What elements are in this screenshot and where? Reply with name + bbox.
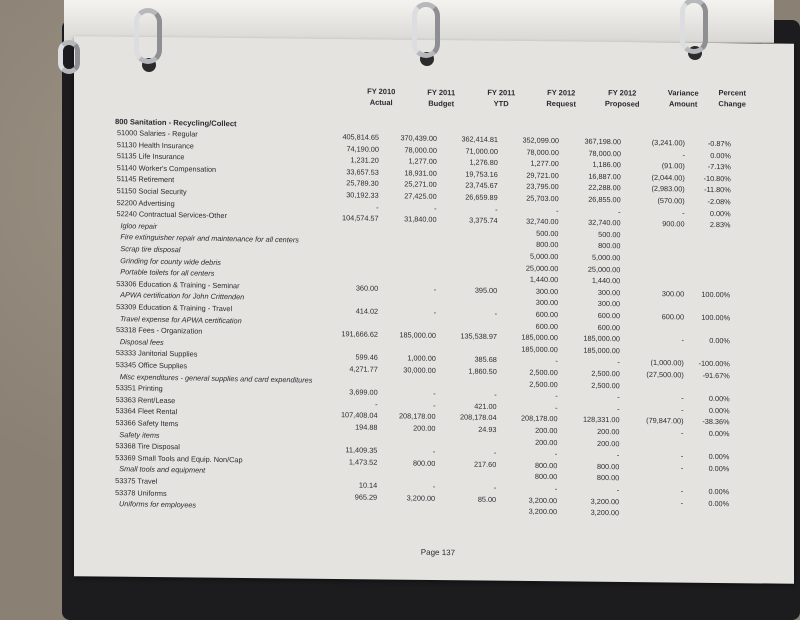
cell-request: 800.00 <box>534 472 558 482</box>
col-header-variance: Variance Amount <box>667 88 699 109</box>
cell-percent: 0.00% <box>708 463 730 474</box>
cell-ytd: 1,860.50 <box>468 366 497 377</box>
cell-variance: - <box>680 451 684 461</box>
account-label: 53375 Travel <box>115 476 158 486</box>
account-label: 52200 Advertising <box>116 197 175 208</box>
cell-fy2010: 1,473.52 <box>348 457 378 467</box>
cell-proposed: 800.00 <box>596 473 620 483</box>
cell-ytd: - <box>493 448 497 458</box>
cell-budget: 185,000.00 <box>399 330 436 341</box>
cell-variance: 300.00 <box>661 288 685 299</box>
cell-percent: 0.00% <box>708 405 730 416</box>
cell-request: 2,500.00 <box>529 367 558 378</box>
cell-fy2010: 104,574.57 <box>342 213 379 224</box>
account-label: 53363 Rent/Lease <box>115 394 176 405</box>
cell-request: 2,500.00 <box>529 379 558 389</box>
cell-request: 500.00 <box>536 228 559 238</box>
cell-ytd: 71,000.00 <box>465 146 498 156</box>
cell-variance: (2,983.00) <box>651 184 685 194</box>
account-label: 53378 Uniforms <box>115 487 167 498</box>
cell-proposed: 78,000.00 <box>588 148 621 158</box>
cell-ytd: 3,375.74 <box>469 215 498 226</box>
cell-proposed: 32,740.00 <box>588 217 621 228</box>
cell-budget: - <box>433 307 437 317</box>
cell-budget: 208,178.00 <box>398 411 436 422</box>
cell-ytd: 26,659.89 <box>465 192 498 203</box>
cell-fy2010: 191,666.62 <box>341 329 378 340</box>
binder-ring-middle <box>412 2 440 58</box>
cell-budget: 1,277.00 <box>408 156 437 167</box>
cell-request: 5,000.00 <box>529 251 559 262</box>
account-label: 51150 Social Security <box>116 186 187 197</box>
cell-request: 25,703.00 <box>526 193 559 204</box>
account-label: 51135 Life Insurance <box>116 151 185 162</box>
cell-percent: 0.00% <box>708 498 730 508</box>
account-label: 51140 Worker's Compensation <box>116 162 217 174</box>
cell-fy2010: 30,192.33 <box>346 190 379 200</box>
cell-proposed: - <box>617 357 620 367</box>
cell-variance: - <box>681 428 684 438</box>
cell-request: 300.00 <box>535 286 559 296</box>
cell-request: 3,200.00 <box>528 495 558 505</box>
cell-budget: 25,271.00 <box>404 179 437 190</box>
account-label: 53369 Small Tools and Equip. Non/Cap <box>115 452 243 465</box>
cell-request: - <box>556 205 559 215</box>
cell-request: - <box>554 449 558 459</box>
cell-request: 800.00 <box>536 240 559 250</box>
cell-percent: 2.83% <box>709 220 731 230</box>
cell-percent: 0.00% <box>708 394 730 404</box>
cell-budget: 78,000.00 <box>404 144 437 155</box>
cell-fy2010: 405,814.65 <box>342 132 380 142</box>
cell-percent: 0.00% <box>708 428 730 439</box>
cell-percent: 0.00% <box>709 336 730 346</box>
cell-budget: 30,000.00 <box>403 365 436 375</box>
cell-proposed: 16,887.00 <box>588 171 621 182</box>
cell-ytd: - <box>493 482 497 493</box>
cell-request: - <box>555 402 558 412</box>
account-label: 51000 Salaries - Regular <box>116 128 198 139</box>
line-item-note: Uniforms for employees <box>119 499 197 510</box>
cell-proposed: 600.00 <box>597 322 621 332</box>
cell-percent: 0.00% <box>709 208 731 218</box>
cell-proposed: 367,198.00 <box>584 136 622 147</box>
cell-proposed: 185,000.00 <box>583 345 620 356</box>
cell-proposed: 1,186.00 <box>592 159 621 170</box>
cell-percent: -7.13% <box>707 162 731 172</box>
cell-variance: (3,241.00) <box>651 137 686 148</box>
cell-variance: - <box>682 150 685 160</box>
cell-fy2010: 3,699.00 <box>349 387 378 398</box>
cell-fy2010: 10.14 <box>358 480 378 490</box>
account-label: 53368 Tire Disposal <box>115 441 180 452</box>
cell-proposed: 300.00 <box>597 287 621 298</box>
cell-ytd: - <box>494 390 497 400</box>
cell-variance: (2,044.00) <box>651 172 685 183</box>
cell-variance: 600.00 <box>661 312 685 322</box>
col-header-fy2011-budget: FY 2011 Budget <box>427 87 456 109</box>
cell-request: 352,099.00 <box>522 135 560 146</box>
col-header-fy2010: FY 2010 Actual <box>367 86 396 108</box>
cell-variance: - <box>681 405 684 415</box>
cell-proposed: - <box>618 206 621 216</box>
cell-ytd: 395.00 <box>474 285 498 295</box>
account-label: 52240 Contractual Services-Other <box>116 209 227 221</box>
account-label: 51145 Retirement <box>116 174 175 185</box>
account-label: 53333 Janitorial Supplies <box>115 348 198 359</box>
budget-table <box>99 76 782 578</box>
cell-proposed: 185,000.00 <box>583 333 620 344</box>
cell-budget: - <box>432 447 436 457</box>
cell-budget: - <box>433 284 437 294</box>
cell-variance: - <box>682 208 685 218</box>
cell-fy2010: 25,789.30 <box>346 178 379 189</box>
cell-variance: - <box>681 393 684 403</box>
cell-percent: -11.80% <box>704 185 731 195</box>
cell-variance: (1,000.00) <box>650 358 684 368</box>
cell-variance: - <box>681 335 684 345</box>
cell-variance: - <box>680 463 684 473</box>
cell-budget: 18,931.00 <box>404 168 437 178</box>
account-label: 53366 Safety Items <box>115 418 179 429</box>
cell-request: 3,200.00 <box>528 506 558 517</box>
cell-fy2010: 194.88 <box>355 422 378 432</box>
line-item-note: Disposal fees <box>119 336 164 347</box>
cell-percent: -0.87% <box>707 138 732 149</box>
cell-budget: - <box>432 481 436 491</box>
cell-request: 200.00 <box>535 425 558 436</box>
cell-ytd: 85.00 <box>477 494 497 504</box>
col-header-fy2012-proposed: FY 2012 Proposed <box>604 88 640 109</box>
cell-budget: 3,200.00 <box>406 492 436 503</box>
account-label: 53351 Printing <box>115 383 163 394</box>
cell-proposed: - <box>616 450 620 460</box>
cell-variance: (27,500.00) <box>646 369 684 380</box>
cell-proposed: 200.00 <box>597 438 620 448</box>
cell-ytd: 385.68 <box>474 355 497 365</box>
cell-request: 208,178.00 <box>520 413 558 424</box>
cell-percent: -100.00% <box>698 359 730 369</box>
cell-proposed: 800.00 <box>596 461 620 472</box>
cell-proposed: 500.00 <box>598 229 621 240</box>
cell-fy2010: - <box>376 202 379 212</box>
cell-ytd: 217.60 <box>473 459 497 469</box>
cell-variance: (79,847.00) <box>646 416 684 426</box>
cell-fy2010: 74,190.00 <box>346 143 379 154</box>
col-header-fy2012-request: FY 2012 Request <box>546 87 576 109</box>
cell-proposed: - <box>617 392 620 402</box>
cell-budget: 1,000.00 <box>407 353 436 364</box>
cell-request: 185,000.00 <box>521 344 558 354</box>
cell-percent: 0.00% <box>708 486 730 497</box>
line-item-note: Misc expenditures - general supplies and card expenditures <box>119 371 313 385</box>
cell-proposed: 2,500.00 <box>591 368 620 379</box>
cell-budget: - <box>434 203 437 213</box>
cell-variance: 900.00 <box>662 219 685 229</box>
cell-request: 25,000.00 <box>525 263 559 273</box>
cell-ytd: 208,178.04 <box>459 412 497 423</box>
cell-ytd: - <box>494 309 498 319</box>
cell-proposed: 3,200.00 <box>590 507 620 518</box>
line-item-note: Scrap tire disposal <box>120 244 181 255</box>
cell-proposed: 22,288.00 <box>588 183 621 193</box>
cell-proposed: - <box>616 485 620 495</box>
cell-percent: -10.80% <box>703 173 731 184</box>
cell-proposed: 5,000.00 <box>591 252 621 263</box>
cell-fy2010: - <box>375 399 378 409</box>
cell-budget: 31,840.00 <box>404 214 437 225</box>
cell-fy2010: 1,231.20 <box>350 155 379 166</box>
col-header-percent: Percent Change <box>718 88 747 109</box>
cell-request: 78,000.00 <box>526 147 559 157</box>
cell-proposed: 3,200.00 <box>590 496 620 506</box>
cell-request: 32,740.00 <box>526 216 559 227</box>
cell-request: - <box>554 484 558 494</box>
cell-request: - <box>555 356 558 366</box>
section-title: 800 Sanitation - Recycling/Collect <box>115 117 237 129</box>
cell-proposed: 2,500.00 <box>591 380 620 390</box>
cell-request: 29,721.00 <box>526 170 559 180</box>
line-item-note: Portable toilets for all centers <box>120 267 215 279</box>
account-label: 53306 Education & Training - Seminar <box>116 278 240 291</box>
cell-request: 185,000.00 <box>521 332 558 343</box>
line-item-note: Fire extinguisher repair and maintenance for all centers <box>120 232 299 245</box>
cell-ytd: 421.00 <box>474 401 497 411</box>
account-label: 51130 Health Insurance <box>116 139 194 151</box>
account-label: 53318 Fees - Organization <box>115 325 203 336</box>
cell-variance: - <box>680 498 684 508</box>
account-label: 53364 Fleet Rental <box>115 406 178 417</box>
cell-request: 23,795.00 <box>526 181 559 192</box>
cell-budget: 800.00 <box>412 458 436 468</box>
cell-ytd: - <box>495 204 498 214</box>
cell-fy2010: 414.02 <box>355 306 379 316</box>
cell-request: 600.00 <box>535 309 559 320</box>
cell-ytd: 1,276.80 <box>469 157 498 168</box>
cell-variance: - <box>680 486 684 496</box>
cell-fy2010: 599.46 <box>355 352 378 363</box>
binder-ring-right <box>680 0 708 54</box>
cell-fy2010: 11,409.35 <box>345 445 378 456</box>
cell-request: - <box>555 391 558 401</box>
cell-proposed: 600.00 <box>597 310 621 321</box>
binder-ring-edge <box>58 40 80 74</box>
cell-ytd: 24.93 <box>478 424 497 435</box>
cell-proposed: 26,855.00 <box>588 194 621 205</box>
cell-budget: - <box>433 389 436 399</box>
cell-percent: 0.00% <box>710 150 731 160</box>
line-item-note: Small tools and equipment <box>119 464 206 476</box>
page-number: Page 137 <box>420 547 456 558</box>
cell-variance: (91.00) <box>661 161 685 171</box>
cell-ytd: 23,745.67 <box>465 180 498 191</box>
line-item-note: APWA certification for John Crittenden <box>120 290 245 302</box>
account-label: 53309 Education & Training - Travel <box>116 302 233 314</box>
cell-variance: (570.00) <box>657 195 685 206</box>
cell-proposed: 25,000.00 <box>587 264 621 274</box>
cell-proposed: 1,440.00 <box>591 275 621 286</box>
cell-fy2010: 360.00 <box>355 283 379 293</box>
line-item-note: Travel expense for APWA certification <box>119 313 242 325</box>
cell-ytd: 19,753.16 <box>465 169 498 179</box>
cell-request: 200.00 <box>535 437 558 447</box>
cell-fy2010: 4,271.77 <box>349 364 378 374</box>
cell-percent: -91.67% <box>702 370 730 381</box>
cell-request: 300.00 <box>535 298 559 308</box>
cell-percent: 100.00% <box>701 312 731 323</box>
cell-fy2010: 33,657.53 <box>346 167 379 177</box>
cell-percent: -2.08% <box>707 196 731 207</box>
cell-request: 1,277.00 <box>530 158 559 169</box>
cell-fy2010: 107,408.04 <box>340 410 378 421</box>
cell-proposed: 800.00 <box>598 241 621 251</box>
line-item-note: Safety items <box>119 429 160 440</box>
line-item-note: Grinding for county wide debris <box>120 255 221 267</box>
cell-proposed: 200.00 <box>597 426 620 437</box>
cell-proposed: 128,331.00 <box>582 415 620 425</box>
cell-proposed: - <box>617 404 620 414</box>
cell-budget: 370,439.00 <box>400 133 438 143</box>
cell-request: 1,440.00 <box>529 274 559 285</box>
cell-ytd: 362,414.81 <box>461 134 499 145</box>
cell-fy2010: 965.29 <box>354 492 378 502</box>
cell-request: 600.00 <box>535 321 559 331</box>
cell-budget: 200.00 <box>413 423 436 433</box>
cell-budget: 27,425.00 <box>404 191 437 201</box>
account-label: 53345 Office Supplies <box>115 360 188 371</box>
binder-ring-left <box>134 8 162 64</box>
col-header-fy2011-ytd: FY 2011 YTD <box>487 87 516 109</box>
cell-request: 800.00 <box>534 460 558 470</box>
cell-percent: 0.00% <box>708 452 730 462</box>
cell-ytd: 135,538.97 <box>460 331 497 342</box>
cell-proposed: 300.00 <box>597 299 621 309</box>
line-item-note: Igloo repair <box>120 220 158 231</box>
cell-percent: 100.00% <box>701 289 731 300</box>
cell-percent: -38.36% <box>702 417 730 427</box>
cell-budget: - <box>433 400 436 410</box>
